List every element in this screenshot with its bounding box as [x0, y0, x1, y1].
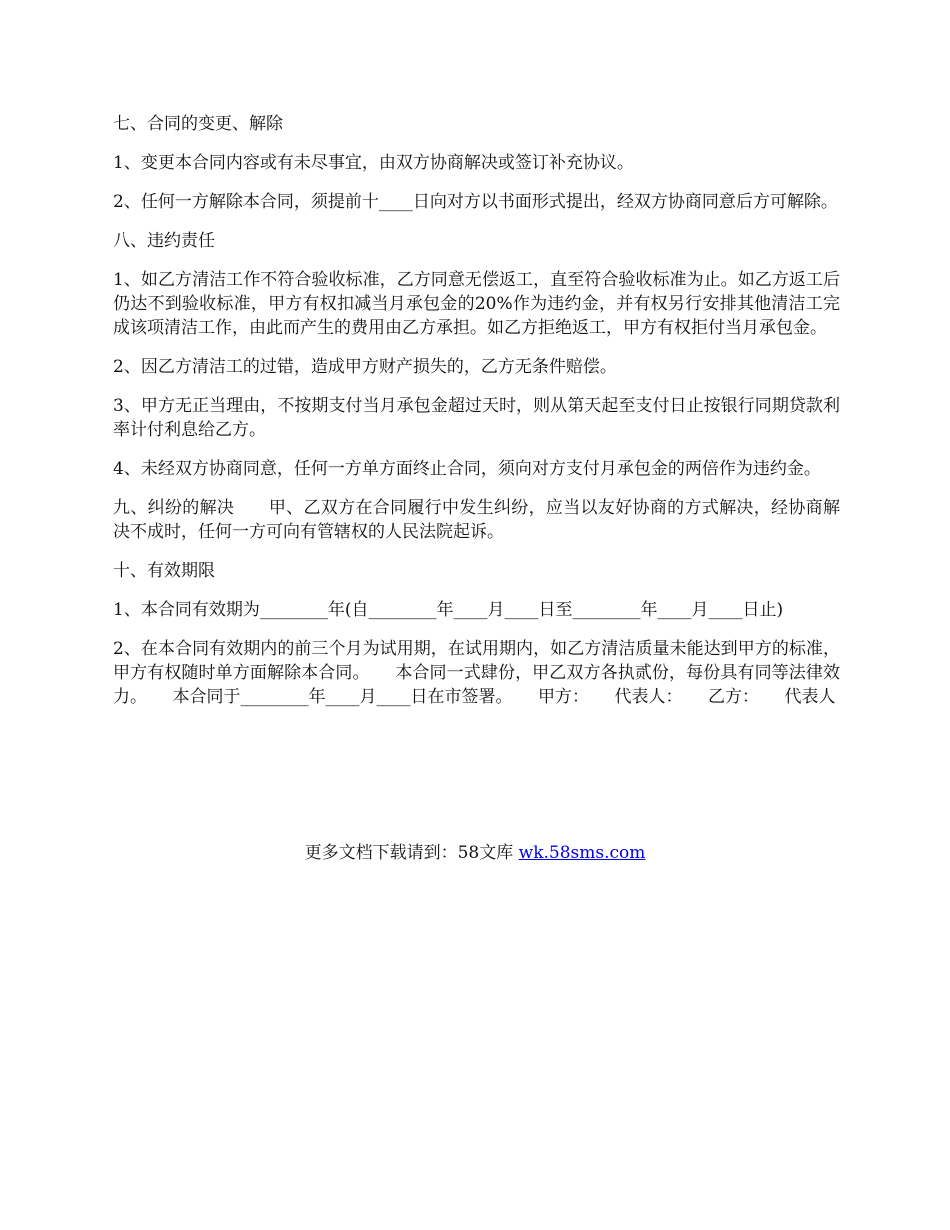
- download-footer: [0, 841, 950, 865]
- clause-7-2: 2、任何一方解除本合同，须提前十____日向对方以书面形式提出，经双方协商同意后方可解除。: [113, 192, 838, 212]
- clause-10-2-signatures: 2、在本合同有效期内的前三个月为试用期，在试用期内，如乙方清洁质量未能达到甲方的标准，甲方有权随时单方面解除本合同。 本合同一式肆份，甲乙双方各执贰份，每份具有同等法律效力。 本合同于________年____月____日在市签署。 甲方： 代表人： 乙方： 代表人: [113, 639, 840, 707]
- section-heading-10: 十、有效期限: [113, 561, 215, 581]
- clause-8-4: 4、未经双方协商同意，任何一方单方面终止合同，须向对方支付月承包金的两倍作为违约金。: [113, 459, 821, 479]
- clause-10-1: 1、本合同有效期为________年(自________年____月____日至________年____月____日止): [113, 600, 784, 620]
- clause-8-2: 2、因乙方清洁工的过错，造成甲方财产损失的，乙方无条件赔偿。: [113, 357, 617, 377]
- clause-8-1: 1、如乙方清洁工作不符合验收标准，乙方同意无偿返工，直至符合验收标准为止。如乙方返工后仍达不到验收标准，甲方有权扣减当月承包金的20%作为违约金，并有权另行安排其他清洁工完成该项清洁工作，由此而产生的费用由乙方承担。如乙方拒绝返工，甲方有权拒付当月承包金。: [113, 270, 840, 338]
- footer-link[interactable]: wk.58sms.com: [518, 843, 646, 863]
- footer-prefix: 更多文档下载请到：58文库: [304, 843, 519, 863]
- section-heading-7: 七、合同的变更、解除: [113, 114, 283, 134]
- clause-7-1: 1、变更本合同内容或有未尽事宜，由双方协商解决或签订补充协议。: [113, 153, 634, 173]
- section-9-dispute: 九、纠纷的解决 甲、乙双方在合同履行中发生纠纷，应当以友好协商的方式解决，经协商解决不成时，任何一方可向有管辖权的人民法院起诉。: [113, 498, 840, 542]
- document-body: [113, 112, 840, 724]
- section-heading-8: 八、违约责任: [113, 231, 215, 251]
- clause-8-3: 3、甲方无正当理由，不按期支付当月承包金超过天时，则从第天起至支付日止按银行同期贷款利率计付利息给乙方。: [113, 396, 840, 440]
